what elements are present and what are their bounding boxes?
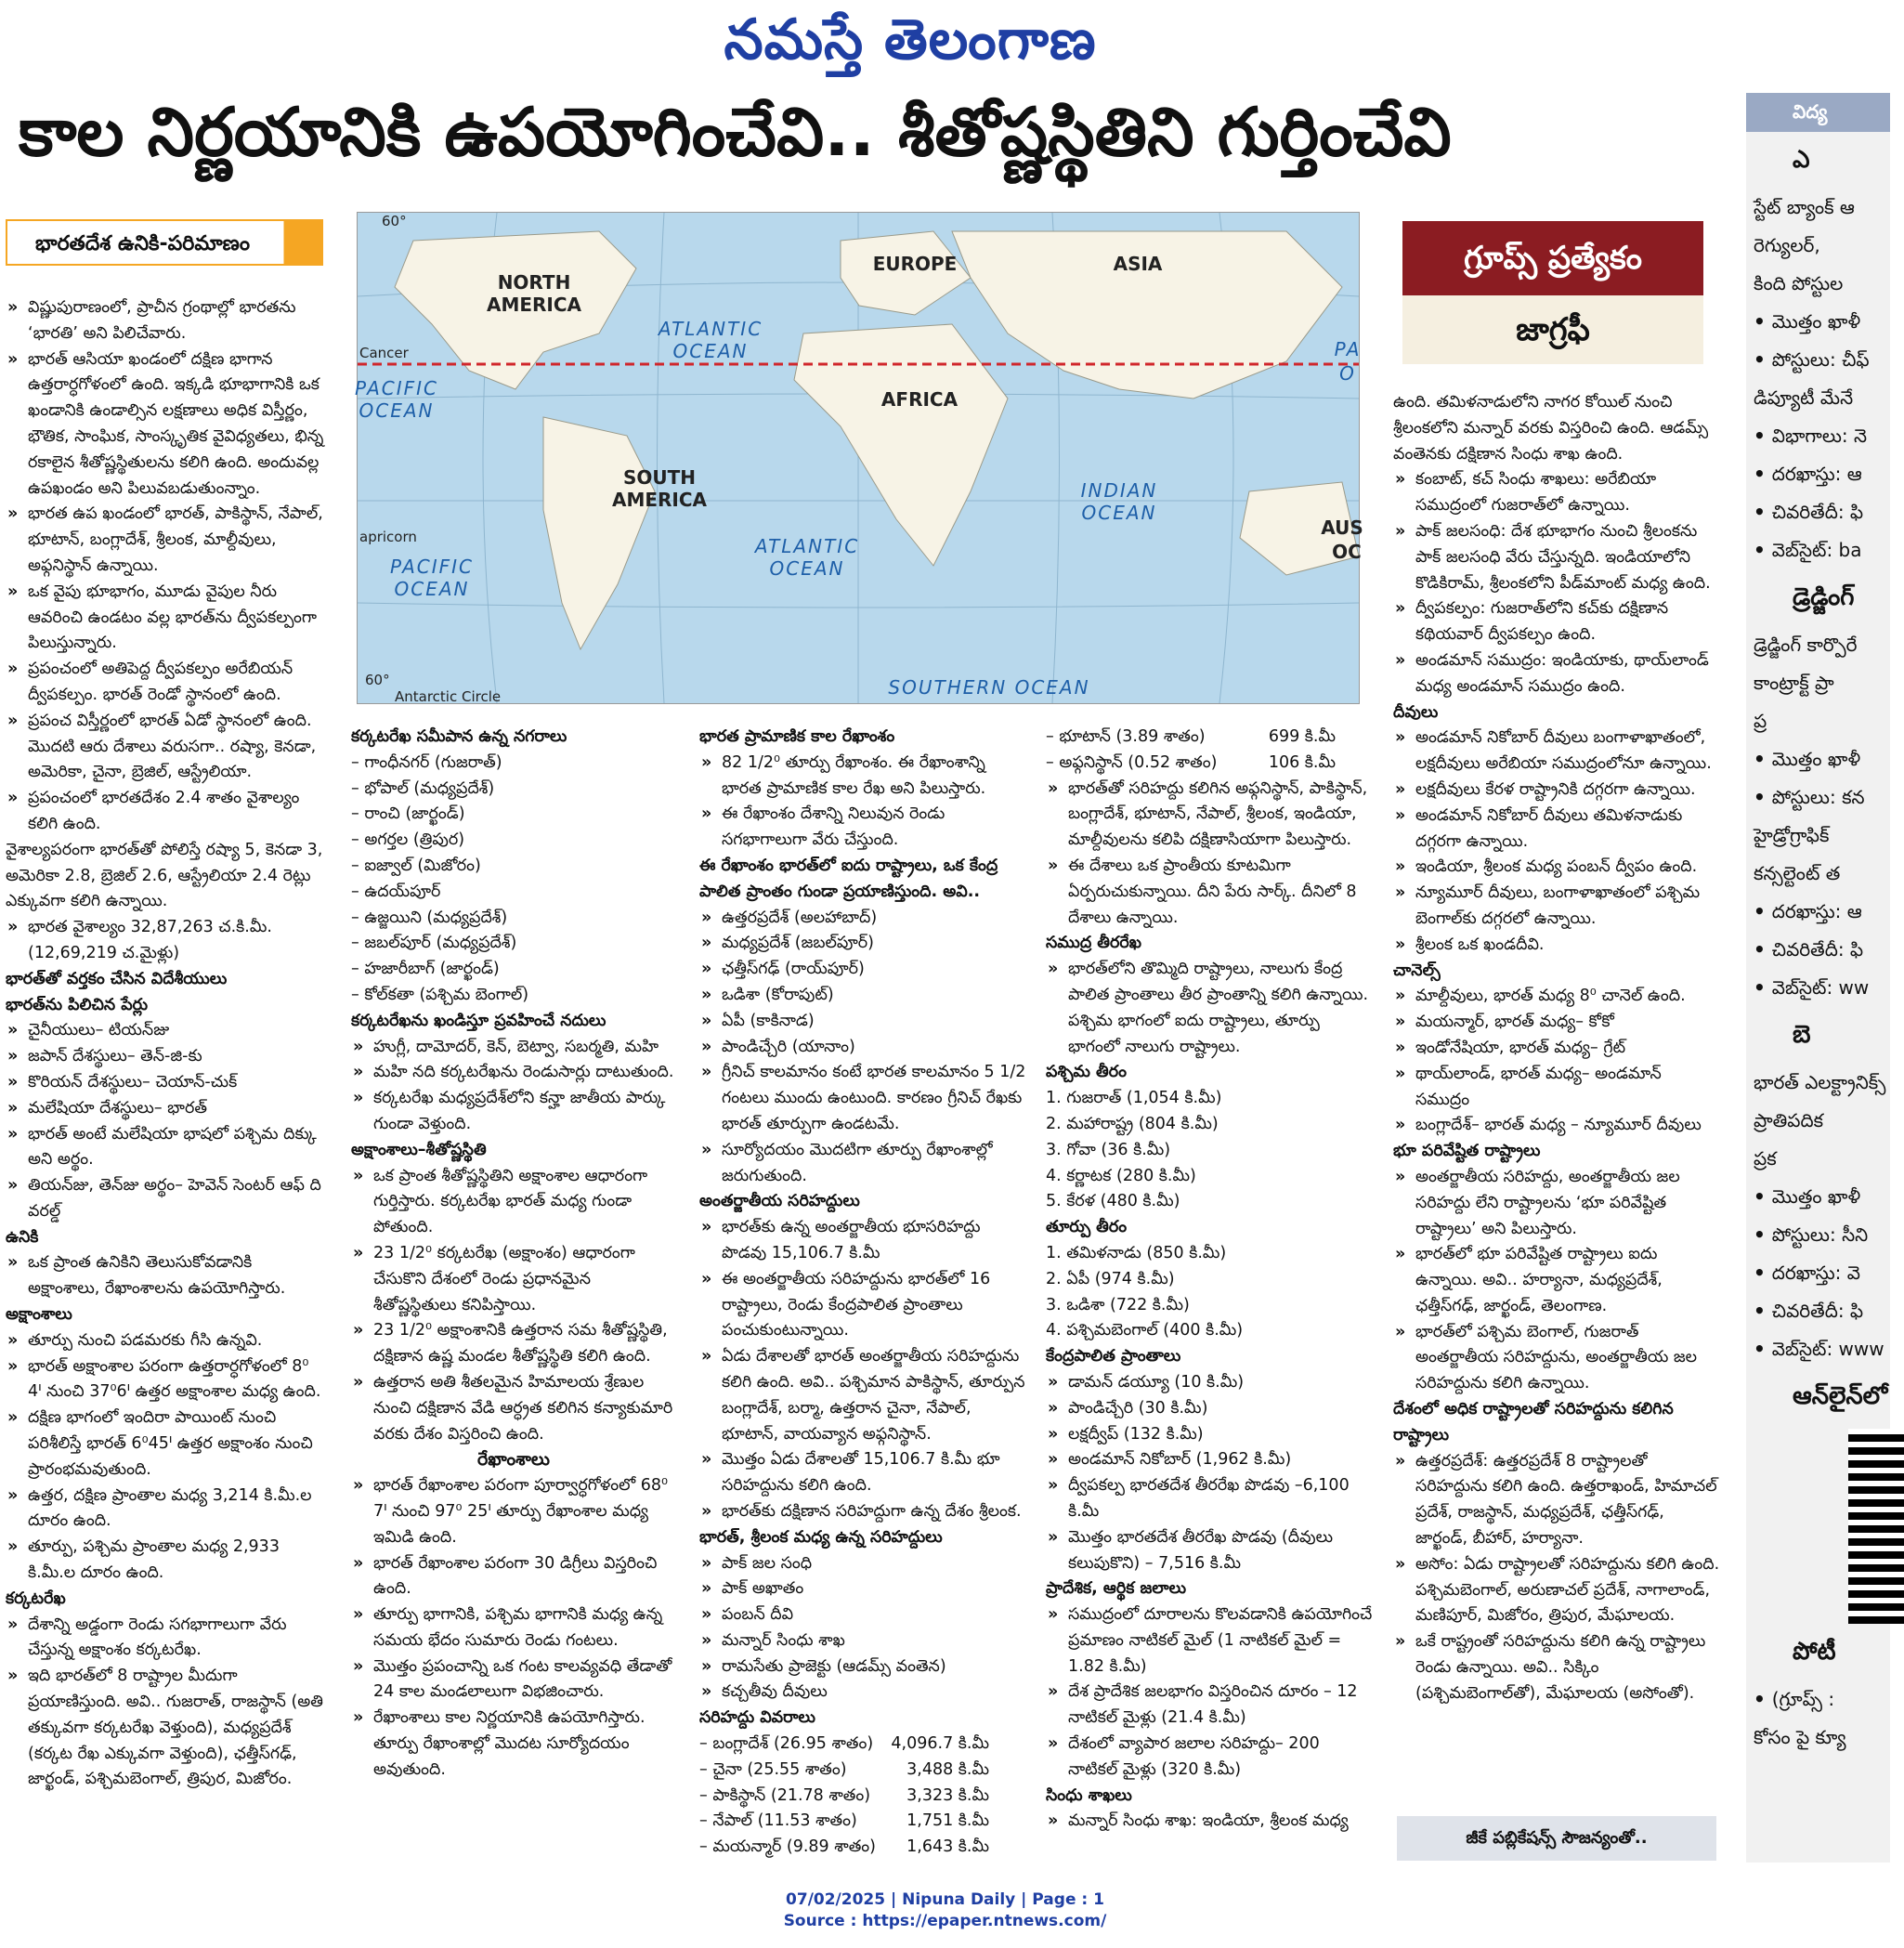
sidebar-line: కన్సల్టెంట్‌ త: [1754, 862, 1841, 884]
bullet-item: » లక్షద్వీప్‌ (132 కి.మీ): [1046, 1422, 1373, 1448]
bullet-item: » దక్షిణ భాగంలో ఇందిరా పాయింట్‌ నుంచి పరిశీలిస్తే భారత్‌ 6⁰45ᑊ ఉత్తర అక్షాంశం నుంచి ప్రారంభమవుతుంది.: [6, 1405, 327, 1483]
text-line: 2. ఏపీ (974 కి.మీ): [1046, 1269, 1175, 1288]
sidebar-line: కింది పోస్టుల: [1754, 272, 1844, 294]
label-south-america-1: SOUTH: [622, 466, 697, 489]
border-country: – చైనా (25.55 శాతం): [699, 1759, 847, 1779]
bullet-item: » రేఖాంశాలు కాల నిర్ణయానికి ఉపయోగిస్తారు. తూర్పు రేఖాంశాల్లో మొదట సూర్యోదయం అవుతుంది.: [351, 1706, 676, 1783]
subheading: ప్రాదేశిక, ఆర్థిక జలాలు: [1046, 1579, 1187, 1599]
group-title: గ్రూప్స్‌ ప్రత్యేకం: [1402, 221, 1703, 295]
bullet-item: » భారత్‌లో భూ పరివేష్టిత రాష్ట్రాలు ఐదు ఉన్నాయి. అవి.. హర్యానా, మధ్యప్రదేశ్‌, ఛత్తీస్‌గఢ్‌, జార్ఖండ్‌, తెలంగాణ.: [1393, 1242, 1720, 1319]
sidebar-line: ప్రక: [1754, 1147, 1777, 1170]
border-length: 3,488 కి.మీ: [906, 1759, 989, 1779]
bullet-item: » మొత్తం ప్రపంచాన్ని ఒక గంట కాలవ్యవధి తేడాతో 24 కాల మండలాలుగా విభజించారు.: [351, 1654, 676, 1706]
bullet-item: » భారత్‌తో సరిహద్దు కలిగిన అఫ్గనిస్థాన్‌, పాకిస్థాన్‌, బంగ్లాదేశ్‌, భూటాన్‌, నేపాల్‌, శ్రీలంక, ఇండియా, మాల్దీవులను కలిపి దక్షిణాసియాగా పిలుస్తారు.: [1046, 777, 1373, 854]
bullet-item: » భారత్‌ అంటే మలేషియా భాషలో పశ్చిమ దిక్కు అని అర్థం.: [6, 1122, 327, 1174]
sidebar-line: స్టేట్‌ బ్యాంక్‌ ఆ: [1754, 196, 1855, 218]
sidebar-banner: విద్య: [1746, 93, 1890, 132]
label-atlantic-n-1: ATLANTIC: [658, 318, 763, 340]
sidebar-line: ప్ర: [1754, 710, 1767, 732]
bullet-item: » సూర్యోదయం మొదటిగా తూర్పు రేఖాంశాల్లో జరుగుతుంది.: [699, 1138, 1026, 1190]
bullet-item: » అండమాన్‌ నికోబార్‌ దీవులు బంగాళాఖాతంలో, లక్షదీవులు అరేబియా సముద్రంలోనూ ఉన్నాయి.: [1393, 726, 1720, 778]
sidebar-heading: పోటీ: [1793, 1638, 1836, 1666]
label-lat-60s: 60°: [365, 672, 390, 688]
subheading: ఈ రేఖాంశం భారత్‌లో ఐదు రాష్ట్రాలు, ఒక కేంద్ర పాలిత ప్రాంతం గుండా ప్రయాణిస్తుంది. అవి..: [699, 856, 998, 901]
border-length: 699 కి.మీ: [1268, 727, 1336, 746]
text-line: – అగర్తల (త్రిపుర): [351, 830, 465, 850]
label-pacific-s-1: PACIFIC: [390, 556, 474, 578]
bullet-item: » డామన్‌ డయ్యూ (10 కి.మీ): [1046, 1370, 1373, 1396]
border-row: [1046, 751, 1373, 777]
text-line: వైశాల్యపరంగా భారత్‌తో పోలిస్తే రష్యా 5, కెనడా 3, అమెరికా 2.8, బ్రెజిల్‌ 2.6, ఆస్ట్రేలియా 2.4 రెట్లు ఎక్కువగా కలిగి ఉన్నాయి.: [6, 840, 323, 911]
bullet-item: » 82 1/2⁰ తూర్పు రేఖాంశం. ఈ రేఖాంశాన్ని భారత ప్రామాణిక కాల రేఖ అని పిలుస్తారు.: [699, 751, 1026, 803]
text-line: – ఉజ్జయిని (మధ్యప్రదేశ్‌): [351, 908, 508, 927]
text-line: 4. పశ్చిమబెంగాల్‌ (400 కి.మీ): [1046, 1321, 1244, 1340]
bullet-item: » ఇండియా, శ్రీలంక మధ్య పంబన్‌ ద్వీపం ఉంది.: [1393, 855, 1720, 881]
bullet-item: » ఛత్తీస్‌గఢ్‌ (రాయ్‌పూర్‌): [699, 957, 1026, 983]
bullet-item: » భారత్‌ రేఖాంశాల పరంగా పూర్వార్ధగోళంలో 68⁰ 7ᑊ నుంచి 97⁰ 25ᑊ తూర్పు రేఖాంశాల మధ్య ఇమిడి ఉంది.: [351, 1473, 676, 1550]
label-north-america-2: AMERICA: [486, 294, 582, 316]
bullet-item: » మయన్మార్‌, భారత్‌ మధ్య– కోకో: [1393, 1010, 1720, 1036]
sidebar-bullet: • మొత్తం ఖాళీ: [1746, 303, 1890, 341]
label-oc: OC: [1332, 541, 1362, 563]
sidebar-bullet: • మొత్తం ఖాళీ: [1746, 740, 1890, 778]
sidebar-bullet: • చివరితేదీ: ఫి: [1746, 493, 1890, 531]
bullet-item: » కర్కటరేఖ మధ్యప్రదేశ్‌లోని కన్హా జాతీయ పార్కు గుండా వెళ్తుంది.: [351, 1086, 676, 1138]
label-pacific-n-2: OCEAN: [359, 399, 435, 422]
sidebar-heading: ఆన్‌లైన్‌లో: [1793, 1382, 1888, 1410]
bullet-item: » జపాన్‌ దేశస్థులు– తెన్‌-జి-కు: [6, 1044, 327, 1070]
label-pa: PA: [1334, 338, 1362, 360]
bullet-item: » ఉత్తరాన అతి శీతలమైన హిమాలయ శ్రేణుల నుంచి దక్షిణాన వేడి ఆర్ధ్రత కలిగిన కన్యాకుమారి వరకు దేశం విస్తరించి ఉంది.: [351, 1370, 676, 1447]
subheading: అంతర్జాతీయ సరిహద్దులు: [699, 1192, 860, 1211]
bullet-item: » ఏడు దేశాలతో భారత్‌ అంతర్జాతీయ సరిహద్దును కలిగి ఉంది. అవి.. పశ్చిమాన పాకిస్థాన్‌, తూర్పున బంగ్లాదేశ్‌, బర్మా, ఉత్తరాన చైనా, నేపాల్‌, భూటాన్‌, వాయవ్యాన అఫ్గనిస్థాన్‌.: [699, 1344, 1026, 1447]
bullet-item: » లక్షదీవులు కేరళ రాష్ట్రానికి దగ్గరగా ఉన్నాయి.: [1393, 778, 1720, 804]
world-map: [355, 212, 1363, 705]
label-europe: EUROPE: [872, 253, 958, 275]
subheading: అక్షాంశాలు: [6, 1305, 72, 1325]
label-atlantic-s-2: OCEAN: [769, 557, 845, 580]
bullet-item: » తియన్‌జు, తెన్‌జు అర్థం– హెవెన్‌ సెంటర్‌ ఆఫ్‌ ది వరల్డ్‌: [6, 1173, 327, 1225]
border-length: 106 కి.మీ: [1268, 752, 1336, 772]
label-cancer: Cancer: [359, 345, 409, 361]
subheading: కేంద్రపాలిత ప్రాంతాలు: [1046, 1347, 1181, 1366]
bullet-item: » శ్రీలంక ఒక ఖండదీవి.: [1393, 933, 1720, 959]
bullet-item: » ఇది భారత్‌లో 8 రాష్ట్రాల మీదుగా ప్రయాణిస్తుంది. అవి.. గుజరాత్‌, రాజస్థాన్‌ (అతి తక్కువగా కర్కటరేఖ వెళ్తుంది), మధ్యప్రదేశ్‌ (కర్కట రేఖ ఎక్కువగా వెళ్తుంది), ఛత్తీస్‌గఢ్‌, జార్ఖండ్‌, పశ్చిమబెంగాల్‌, త్రిపుర, మిజోరం.: [6, 1664, 327, 1793]
credit-box: జీకే పబ్లికేషన్స్‌ సౌజన్యంతో..: [1397, 1816, 1716, 1861]
sidebar-bullet: • దరఖాస్తు: ఆ: [1746, 455, 1890, 493]
bullet-item: » పాండిచ్చేరి (30 కి.మీ): [1046, 1396, 1373, 1422]
sidebar-line: డిప్యూటీ మేనే: [1754, 386, 1854, 409]
sidebar-line: హైడ్రోగ్రాఫిక్‌: [1754, 824, 1830, 846]
bullet-item: » అండమాన్‌ నికోబార్‌ (1,962 కి.మీ): [1046, 1447, 1373, 1473]
label-lat-60n: 60°: [382, 213, 407, 229]
label-indian-1: INDIAN: [1080, 479, 1158, 502]
sidebar-bullet: • వెబ్‌సైట్‌: www: [1746, 1330, 1890, 1368]
sidebar-line: భారత్‌ ఎలక్ట్రానిక్స్‌: [1754, 1071, 1886, 1093]
bullet-item: » మన్నార్‌ సింధు శాఖ: ఇండియా, శ్రీలంక మధ్య: [1046, 1809, 1373, 1835]
sidebar-line: కోసం పై క్యూ: [1754, 1726, 1846, 1748]
label-southern-ocean: SOUTHERN OCEAN: [888, 676, 1090, 699]
sidebar-bullet: • వెబ్‌సైట్‌: ba: [1746, 531, 1890, 569]
bullet-item: » దేశాన్ని అడ్డంగా రెండు సగభాగాలుగా వేరు చేస్తున్న అక్షాంశం కర్కటరేఖ.: [6, 1613, 327, 1665]
bullet-item: » ఇండోనేషియా, భారత్‌ మధ్య– గ్రేట్‌: [1393, 1036, 1720, 1062]
column-2: [351, 725, 676, 1784]
bullet-item: » పంబన్‌ దీవి: [699, 1602, 1026, 1628]
subheading: సరిహద్దు వివరాలు: [699, 1708, 815, 1728]
bullet-item: » థాయ్‌లాండ్‌, భారత్‌ మధ్య– అండమాన్‌ సముద్రం: [1393, 1062, 1720, 1114]
bullet-item: » కంబాట్‌, కచ్‌ సింధు శాఖలు: అరేబియా సముద్రంలో గుజరాత్‌లో ఉన్నాయి.: [1393, 467, 1720, 519]
bullet-item: » భారత్‌ అక్షాంశాల పరంగా ఉత్తరార్ధగోళంలో 8⁰ 4ᑊ నుంచి 37⁰6ᑊ ఉత్తర అక్షాంశాల మధ్య ఉంది.: [6, 1354, 327, 1406]
label-capricorn: apricorn: [359, 529, 417, 545]
bullet-item: » సముద్రంలో దూరాలను కొలవడానికి ఉపయోగించే ప్రమాణం నాటికల్‌ మైల్‌ (1 నాటికల్‌ మైల్‌ = 1.82 కి.మీ): [1046, 1602, 1373, 1680]
bullet-item: » ఏపీ (కాకినాడ): [699, 1009, 1026, 1035]
text-line: – కోల్‌కతా (పశ్చిమ బెంగాల్‌): [351, 985, 529, 1004]
label-indian-2: OCEAN: [1081, 502, 1157, 524]
bullet-item: » ఈ దేశాలు ఒక ప్రాంతీయ కూటమిగా ఏర్పరుచుకున్నాయి. దీని పేరు సార్క్‌. దీనిలో 8 దేశాలు ఉన్నాయి.: [1046, 854, 1373, 931]
bullet-item: » అసోం: ఏడు రాష్ట్రాలతో సరిహద్దును కలిగి ఉంది. పశ్చిమబెంగాల్‌, అరుణాచల్‌ ప్రదేశ్‌, నాగాలాండ్‌, మణిపూర్‌, మిజోరం, త్రిపుర, మేఘాలయ.: [1393, 1552, 1720, 1629]
bullet-item: » మధ్యప్రదేశ్‌ (జబల్‌పూర్‌): [699, 931, 1026, 957]
bullet-item: » అండమాన్‌ సముద్రం: ఇండియాకు, థాయ్‌లాండ్‌ మధ్య అండమాన్‌ సముద్రం ఉంది.: [1393, 648, 1720, 700]
bullet-item: » అండమాన్‌ నికోబార్‌ దీవులు తమిళనాడుకు దగ్గరగా ఉన్నాయి.: [1393, 804, 1720, 856]
bullet-item: » చైనీయులు– టియన్‌జు: [6, 1018, 327, 1044]
text-line: 1. గుజరాత్‌ (1,054 కి.మీ): [1046, 1089, 1222, 1108]
sidebar-bullet: • చివరితేదీ: ఫి: [1746, 1292, 1890, 1330]
bullet-item: » ప్రపంచంలో అతిపెద్ద ద్వీపకల్పం అరేబియన్‌ ద్వీపకల్పం. భారత్‌ రెండో స్థానంలో ఉంది.: [6, 657, 327, 709]
bullet-item: » పాక్‌ జలసంధి: దేశ భూభాగం నుంచి శ్రీలంకను పాక్‌ జలసంధి వేరు చేస్తున్నది. ఇండియాలోని కొడికిరామ్‌, శ్రీలంకలోని పీడ్‌మాంట్‌ మధ్య ఉంది.: [1393, 519, 1720, 596]
subheading: అక్షాంశాలు–శీతోష్ణస్థితి: [351, 1140, 487, 1159]
bullet-item: » ఉత్తరప్రదేశ్‌ (అలహాబాద్‌): [699, 906, 1026, 932]
sidebar-bullet: • పోస్టులు: కన: [1746, 778, 1890, 817]
label-antarctic: Antarctic Circle: [395, 688, 502, 705]
sidebar-bullet: • పోస్టులు: సీని: [1746, 1216, 1890, 1254]
bullet-item: » మలేషియా దేశస్థులు– భారత్‌: [6, 1096, 327, 1122]
bullet-item: » దేశంలో వ్యాపార జలాల సరిహద్దు– 200 నాటికల్‌ మైళ్లు (320 కి.మీ): [1046, 1732, 1373, 1784]
sidebar-line: ప్రాతిపదిక: [1754, 1109, 1824, 1131]
sidebar-line: రెగ్యులర్‌,: [1754, 234, 1820, 256]
bullet-item: » ద్వీపకల్పం: గుజరాత్‌లోని కచ్‌కు దక్షిణాన కథియవార్‌ ద్వీపకల్పం ఉంది.: [1393, 596, 1720, 648]
group-subject: జాగ్రఫీ: [1402, 295, 1703, 364]
sidebar-jobs: [1746, 93, 1890, 1863]
border-row: [1046, 725, 1373, 751]
bullet-item: » మాల్దీవులు, భారత్‌ మధ్య 8⁰ చానెల్‌ ఉంది.: [1393, 984, 1720, 1010]
footer-line-2: Source : https://epaper.ntnews.com/: [783, 1912, 1107, 1930]
label-atlantic-s-1: ATLANTIC: [754, 535, 860, 557]
subheading: సముద్ర తీరరేఖ: [1046, 934, 1141, 953]
bullet-item: » భారత వైశాల్యం 32,87,263 చ.కి.మీ. (12,69,219 చ.మైళ్లు): [6, 915, 327, 967]
text-line: 4. కర్ణాటక (280 కి.మీ): [1046, 1166, 1196, 1185]
bullet-item: » మొత్తం ఏడు దేశాలతో 15,106.7 కి.మీ భూ సరిహద్దును కలిగి ఉంది.: [699, 1447, 1026, 1499]
border-country: – బంగ్లాదేశ్‌ (26.95 శాతం): [699, 1734, 874, 1754]
sidebar-heading: ఎ: [1793, 146, 1810, 174]
bullet-item: » ఒక ప్రాంత ఉనికిని తెలుసుకోవడానికి అక్షాంశాలు, రేఖాంశాలను ఉపయోగిస్తారు.: [6, 1250, 327, 1302]
section-box: భారతదేశ ఉనికి-పరిమాణం: [6, 219, 323, 266]
subheading: భూ పరివేష్టిత రాష్ట్రాలు: [1393, 1142, 1541, 1161]
border-country: – పాకిస్థాన్‌ (21.78 శాతం): [699, 1785, 871, 1805]
bullet-item: » భారత్‌లో పశ్చిమ బెంగాల్‌, గుజరాత్‌ అంతర్జాతీయ సరిహద్దును, అంతర్జాతీయ జల సరిహద్దును కలిగి ఉన్నాయి.: [1393, 1320, 1720, 1397]
bullet-item: » బంగ్లాదేశ్‌– భారత్‌ మధ్య – న్యూమూర్‌ దీవులు: [1393, 1113, 1720, 1139]
group-special-box: [1402, 221, 1703, 364]
border-row: [699, 1835, 1026, 1861]
bullet-item: » కొరియన్‌ దేశస్థులు– చెయాన్‌-చుక్‌: [6, 1070, 327, 1096]
bullet-item: » ఈ అంతర్జాతీయ సరిహద్దును భారత్‌లో 16 రాష్ట్రాలు, రెండు కేంద్రపాలిత ప్రాంతాలు పంచుకుంటున్నాయి.: [699, 1267, 1026, 1344]
subheading: కర్కటరేఖ: [6, 1588, 66, 1608]
bullet-item: » మహి నది కర్కటరేఖను రెండుసార్లు దాటుతుంది.: [351, 1060, 676, 1086]
bullet-item: » ఒడిశా (కోరాపుట్‌): [699, 983, 1026, 1009]
subheading: భారత్‌ను పిలిచిన పేర్లు: [6, 995, 149, 1014]
bullet-item: » ఒకే రాష్ట్రంతో సరిహద్దును కలిగి ఉన్న రాష్ట్రాలు రెండు ఉన్నాయి. అవి.. సిక్కిం (పశ్చిమబెంగాల్‌తో), మేఘాలయ (అసోంతో).: [1393, 1629, 1720, 1706]
bullet-item: » దేశ ప్రాదేశిక జలభాగం విస్తరించిన దూరం – 12 నాటికల్‌ మైళ్లు (21.4 కి.మీ): [1046, 1680, 1373, 1732]
subheading: తూర్పు తీరం: [1046, 1218, 1128, 1237]
qr-code: [1848, 1429, 1904, 1624]
sidebar-bullet: • (గ్రూప్స్‌ :: [1746, 1680, 1890, 1719]
text-line: – భోపాల్‌ (మధ్యప్రదేశ్‌): [351, 778, 495, 798]
sidebar-line: డ్రెడ్జింగ్‌ కార్పొరే: [1754, 634, 1858, 656]
sidebar-bullet: • వెబ్‌సైట్‌: ww: [1746, 969, 1890, 1007]
column-5: [1393, 390, 1720, 1707]
bullet-item: » తూర్పు, పశ్చిమ ప్రాంతాల మధ్య 2,933 కి.మీ.ల దూరం ఉంది.: [6, 1535, 327, 1587]
sidebar-bullet: • దరఖాస్తు: వె: [1746, 1254, 1890, 1292]
masthead: నమస్తే తెలంగాణ: [724, 7, 1097, 72]
sidebar-bullet: • చివరితేదీ: ఫి: [1746, 931, 1890, 969]
subheading: కర్కటరేఖ సమీపాన ఉన్న నగరాలు: [351, 727, 567, 746]
bullet-item: » తూర్పు నుంచి పడమరకు గీసి ఉన్నవి.: [6, 1328, 327, 1354]
label-o: O: [1339, 362, 1356, 385]
bullet-item: » భారత్‌లోని తొమ్మిది రాష్ట్రాలు, నాలుగు కేంద్ర పాలిత ప్రాంతాలు తీర ప్రాంతాన్ని కలిగి ఉన్నాయి. పశ్చిమ భాగంలో ఐదు రాష్ట్రాలు, తూర్పు భాగంలో నాలుగు రాష్ట్రాలు.: [1046, 957, 1373, 1060]
text-line: 5. కేరళ (480 కి.మీ): [1046, 1192, 1180, 1211]
footer-line-1: 07/02/2025 | Nipuna Daily | Page : 1: [786, 1890, 1104, 1909]
bullet-item: » రామసేతు ప్రాజెక్టు (ఆడమ్స్‌ వంతెన): [699, 1654, 1026, 1680]
center-heading: రేఖాంశాలు: [477, 1449, 550, 1471]
text-line: 3. ఒడిశా (722 కి.మీ): [1046, 1295, 1190, 1314]
bullet-item: » తూర్పు భాగానికి, పశ్చిమ భాగానికి మధ్య ఉన్న సమయ భేదం సుమారు రెండు గంటలు.: [351, 1602, 676, 1654]
bullet-item: » మన్నార్‌ సింధు శాఖ: [699, 1628, 1026, 1654]
sidebar-bullet: • విభాగాలు: నె: [1746, 417, 1890, 455]
bullet-item: » కచ్చతీవు దీవులు: [699, 1680, 1026, 1706]
text-line: – ఉదయ్‌పూర్‌: [351, 882, 441, 901]
text-line: – గాంధీనగర్‌ (గుజరాత్‌): [351, 752, 502, 772]
subheading: భారత ప్రామాణిక కాల రేఖాంశం: [699, 727, 895, 746]
border-country: – భూటాన్‌ (3.89 శాతం): [1046, 727, 1206, 746]
subheading: ఉనికి: [6, 1227, 39, 1247]
bullet-item: » పాక్‌ అఖాతం: [699, 1576, 1026, 1602]
subheading: చానెల్స్‌: [1393, 961, 1441, 980]
bullet-item: » ఉత్తర, దక్షిణ ప్రాంతాల మధ్య 3,214 కి.మీ.ల దూరం ఉంది.: [6, 1484, 327, 1536]
border-row: [699, 1758, 1026, 1784]
bullet-item: » ఒక వైపు భూభాగం, మూడు వైపుల నీరు ఆవరించి ఉండటం వల్ల భారత్‌ను ద్వీపకల్పంగా పిలుస్తున్నారు.: [6, 580, 327, 657]
bullet-item: » హుగ్లీ, దామోదర్‌, కెన్‌, బెట్వా, సబర్మతి, మహి: [351, 1035, 676, 1061]
subheading: భారత్‌, శ్రీలంక మధ్య ఉన్న సరిహద్దులు: [699, 1527, 943, 1547]
bullet-item: » ప్రపంచంలో భారతదేశం 2.4 శాతం వైశాల్యం కలిగి ఉంది.: [6, 786, 327, 838]
headline: కాల నిర్ణయానికి ఉపయోగించేవి.. శీతోష్ణస్థితిని గుర్తించేవి: [19, 93, 1452, 171]
label-atlantic-n-2: OCEAN: [672, 340, 749, 362]
border-row: [699, 1809, 1026, 1835]
bullet-item: » ప్రపంచ విస్తీర్ణంలో భారత్‌ ఏడో స్థానంలో ఉంది. మొదటి ఆరు దేశాలు వరుసగా.. రష్యా, కెనడా, అమెరికా, చైనా, బ్రెజిల్‌, ఆస్ట్రేలియా.: [6, 709, 327, 786]
bullet-item: » భారత్‌ రేఖాంశాల పరంగా 30 డిగ్రీలు విస్తరించి ఉంది.: [351, 1551, 676, 1603]
bullet-item: » విష్ణుపురాణంలో, ప్రాచీన గ్రంథాల్లో భారతను ‘భారతి’ అని పిలిచేవారు.: [6, 295, 327, 347]
column-1: [6, 295, 327, 1793]
border-length: 3,323 కి.మీ: [906, 1785, 989, 1805]
border-length: 1,643 కి.మీ: [906, 1837, 989, 1857]
sidebar-line: కాంట్రాక్ట్‌ ప్రా: [1754, 672, 1834, 694]
bullet-item: » భారత్‌ ఆసియా ఖండంలో దక్షిణ భాగాన ఉత్తరార్ధగోళంలో ఉంది. ఇక్కడి భూభాగానికి ఒక ఖండానికి ఉండాల్సిన లక్షణాలు అధిక విస్తీర్ణం, భౌతిక, సాంఘిక, సాంస్కృతిక వైవిధ్యతలు, భిన్న రకాలైన శీతోష్ణస్థితులను కలిగి ఉంది. అందువల్ల ఉపఖండం అని పిలువబడుతుంన్నాం.: [6, 347, 327, 503]
text-line: 1. తమిళనాడు (850 కి.మీ): [1046, 1243, 1227, 1262]
border-country: – అఫ్గనిస్థాన్‌ (0.52 శాతం): [1046, 752, 1218, 772]
bullet-item: » న్యూమూర్‌ దీవులు, బంగాళాఖాతంలో పశ్చిమ బెంగాల్‌కు దగ్గరలో ఉన్నాయి.: [1393, 881, 1720, 933]
border-row: [699, 1784, 1026, 1810]
bullet-item: » ఒక ప్రాంత శీతోష్ణస్థితిని అక్షాంశాల ఆధారంగా గుర్తిస్తారు. కర్కటరేఖ భారత్‌ మధ్య గుండా పోతుంది.: [351, 1164, 676, 1241]
label-north-america-1: NORTH: [497, 271, 571, 294]
sidebar-bullet: • దరఖాస్తు: ఆ: [1746, 893, 1890, 931]
label-africa: AFRICA: [880, 388, 959, 411]
column-4: [1046, 725, 1373, 1835]
bullet-item: » ఈ రేఖాంశం దేశాన్ని నిలువున రెండు సగభాగాలుగా వేరు చేస్తుంది.: [699, 802, 1026, 854]
label-south-america-2: AMERICA: [611, 489, 708, 511]
border-length: 4,096.7 కి.మీ: [891, 1734, 989, 1754]
text-line: 3. గోవా (36 కి.మీ): [1046, 1140, 1171, 1159]
label-pacific-n-1: PACIFIC: [355, 377, 438, 399]
sidebar-heading: డ్రెడ్జింగ్‌: [1793, 583, 1855, 611]
text-line: – ఐజ్వాల్‌ (మిజోరం): [351, 856, 481, 875]
text-line: – జబల్‌పూర్‌ (మధ్యప్రదేశ్‌): [351, 934, 517, 953]
bullet-item: » మొత్తం భారతదేశ తీరరేఖ పొడవు (దీవులు కలుపుకొని) – 7,516 కి.మీ: [1046, 1525, 1373, 1577]
bullet-item: » భారత్‌కు దక్షిణాన సరిహద్దుగా ఉన్న దేశం శ్రీలంక.: [699, 1499, 1026, 1525]
text-line: 2. మహారాష్ట్ర (804 కి.మీ): [1046, 1114, 1219, 1133]
text-line: – రాంచి (జార్ఖండ్‌): [351, 804, 465, 824]
sidebar-heading: బె: [1793, 1021, 1811, 1049]
bullet-item: » ఉత్తరప్రదేశ్‌: ఉత్తరప్రదేశ్‌ 8 రాష్ట్రాలతో సరిహద్దును కలిగి ఉంది. ఉత్తరాఖండ్‌, హిమాచల్‌ ప్రదేశ్‌, రాజస్థాన్‌, మధ్యప్రదేశ్‌, ఛత్తీస్‌గఢ్‌, జార్ఖండ్‌, బీహార్‌, హర్యానా.: [1393, 1449, 1720, 1552]
subheading: దేశంలో అధిక రాష్ట్రాలతో సరిహద్దును కలిగిన రాష్ట్రాలు: [1393, 1400, 1674, 1445]
world-map-svg: [355, 213, 1363, 705]
subheading: పశ్చిమ తీరం: [1046, 1063, 1127, 1082]
sidebar-bullet: • పోస్టులు: చీఫ్‌: [1746, 341, 1890, 379]
subheading: దీవులు: [1393, 702, 1439, 722]
bullet-item: » 23 1/2⁰ అక్షాంశానికి ఉత్తరాన సమ శీతోష్ణస్థితి, దక్షిణాన ఉష్ణ మండల శీతోష్ణస్థితి కలిగి ఉంది.: [351, 1318, 676, 1370]
bullet-item: » అంతర్జాతీయ సరిహద్దు, అంతర్జాతీయ జల సరిహద్దు లేని రాష్ట్రాలను ‘భూ పరివేష్టిత రాష్ట్రాలు’ అని పిలుస్తారు.: [1393, 1165, 1720, 1242]
bullet-item: » భారత్‌కు ఉన్న అంతర్జాతీయ భూసరిహద్దు పొడవు 15,106.7 కి.మీ: [699, 1215, 1026, 1267]
border-country: – మయన్మార్‌ (9.89 శాతం): [699, 1837, 877, 1857]
label-asia: ASIA: [1113, 253, 1163, 275]
bullet-item: » ద్వీపకల్ప భారతదేశ తీరరేఖ పొడవు –6,100 కి.మీ: [1046, 1473, 1373, 1525]
label-pacific-s-2: OCEAN: [394, 578, 470, 600]
subheading: కర్కటరేఖను ఖండిస్తూ ప్రవహించే నదులు: [351, 1011, 606, 1030]
border-length: 1,751 కి.మీ: [906, 1811, 989, 1831]
bullet-item: » గ్రీనిచ్‌ కాలమానం కంటే భారత కాలమానం 5 1/2 గంటలు ముందు ఉంటుంది. కారణం గ్రీనిచ్‌ రేఖకు భారత్‌ తూర్పుగా ఉండటమే.: [699, 1060, 1026, 1137]
column-3: [699, 725, 1026, 1861]
subheading: సింధు శాఖలు: [1046, 1785, 1132, 1805]
label-aus: AUS: [1321, 516, 1363, 539]
bullet-item: » 23 1/2⁰ కర్కటరేఖ (అక్షాంశం) ఆధారంగా చేసుకొని దేశంలో రెండు ప్రధానమైన శీతోష్ణస్థితులు కనిపిస్తాయి.: [351, 1241, 676, 1318]
bullet-item: » పాక్‌ జల సంధి: [699, 1551, 1026, 1577]
text-line: ఉంది. తమిళనాడులోని నాగర కోయిల్‌ నుంచి శ్రీలంకలోని మన్నార్‌ వరకు విస్తరించి ఉంది. ఆడమ్స్‌ వంతెనకు దక్షిణాన సింధు శాఖ ఉంది.: [1393, 393, 1709, 464]
bullet-item: » పాండిచ్చేరి (యానాం): [699, 1035, 1026, 1061]
border-row: [699, 1732, 1026, 1758]
bullet-item: » భారత ఉప ఖండంలో భారత్‌, పాకిస్థాన్‌, నేపాల్‌, భూటాన్‌, బంగ్లాదేశ్‌, శ్రీలంక, మాల్దీవులు, అఫ్గనిస్థాన్‌ ఉన్నాయి.: [6, 502, 327, 579]
sidebar-bullet: • మొత్తం ఖాళీ: [1746, 1178, 1890, 1216]
border-country: – నేపాల్‌ (11.53 శాతం): [699, 1811, 857, 1831]
subheading: భారత్‌తో వర్తకం చేసిన విదేశీయులు: [6, 969, 228, 988]
text-line: – హజారీబాగ్‌ (జార్ఖండ్‌): [351, 960, 500, 979]
